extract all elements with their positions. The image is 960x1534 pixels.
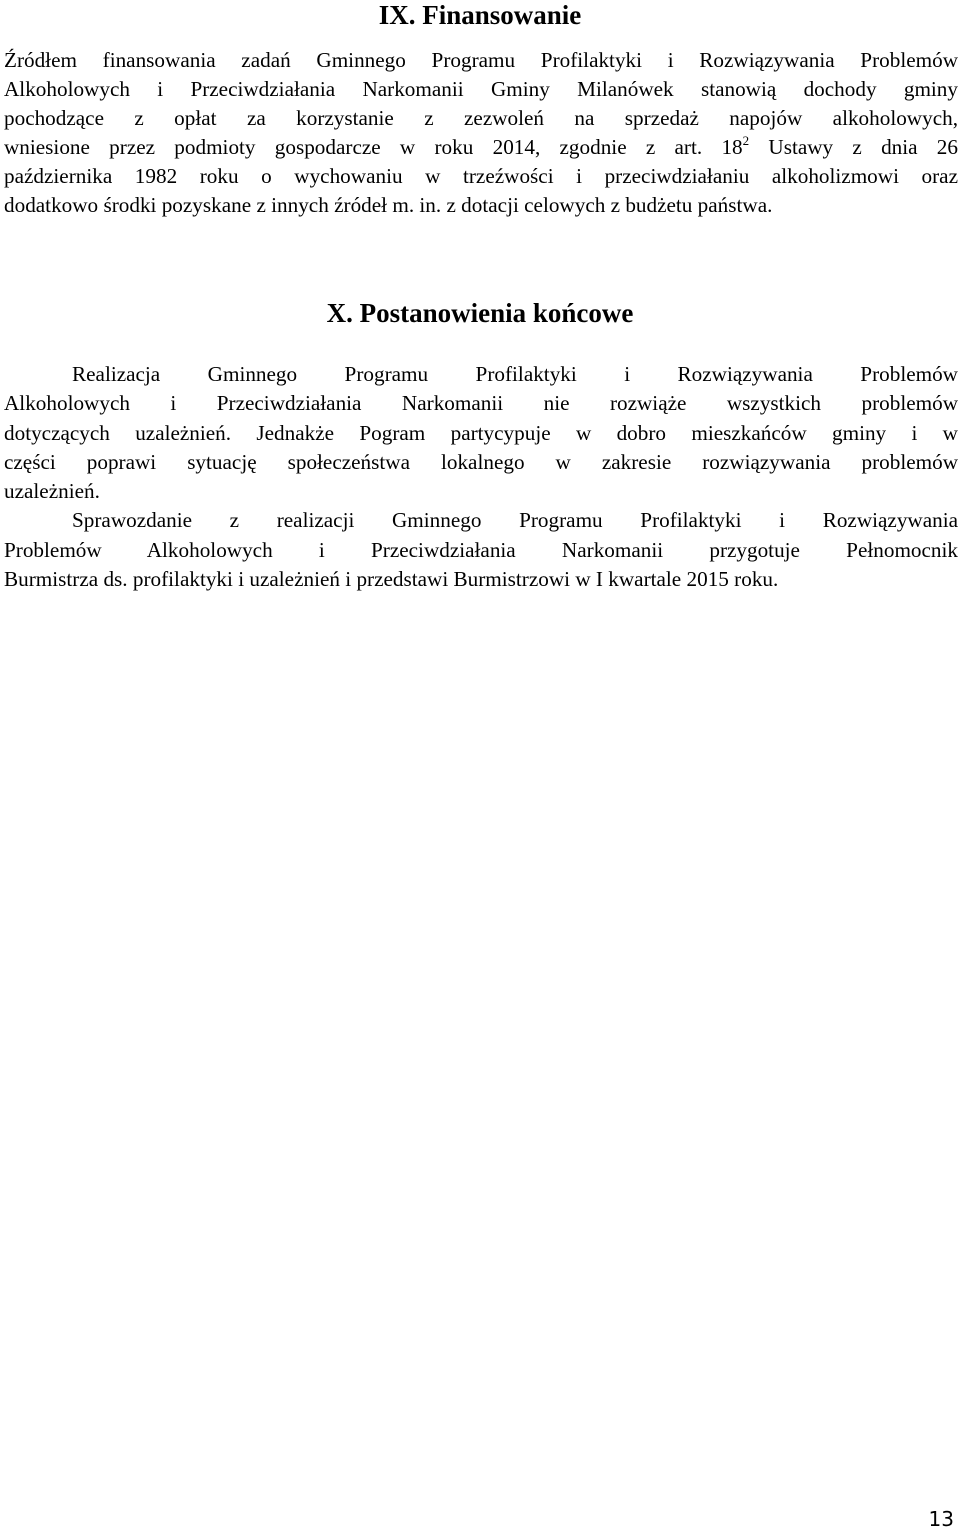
paragraph-line: Problemów Alkoholowych i Przeciwdziałania Narkomanii przygotuje Pełnomocnik [4,538,958,562]
paragraph-line: Realizacja Gminnego Programu Profilaktyki i Rozwiązywania Problemów [72,362,958,386]
section-x-title: X. Postanowienia końcowe [326,298,634,328]
paragraph-line: uzależnień. [4,479,100,503]
line-tail: Ustawy z dnia 26 [768,135,958,159]
paragraph-line: dotyczących uzależnień. Jednakże Pogram partycypuje w dobro mieszkańców gminy i w [4,421,958,445]
paragraph-line: Alkoholowych i Przeciwdziałania Narkomanii Gminy Milanówek stanowią dochody gminy [4,77,958,101]
paragraph-line: Źródłem finansowania zadań Gminnego Programu Profilaktyki i Rozwiązywania Problemów [4,48,958,72]
page-number: 13 [928,1507,954,1531]
paragraph-line: Sprawozdanie z realizacji Gminnego Programu Profilaktyki i Rozwiązywania [72,508,958,532]
article-number: 18 [721,135,743,159]
line-text: wniesione przez podmioty gospodarcze w roku 2014, zgodnie z art. [4,135,703,159]
paragraph-line: Alkoholowych i Przeciwdziałania Narkomanii nie rozwiąże wszystkich problemów [4,391,958,415]
paragraph-line: Burmistrza ds. profilaktyki i uzależnień i przedstawi Burmistrzowi w I kwartale 2015 roku. [4,567,779,591]
paragraph-line: października 1982 roku o wychowaniu w trzeźwości i przeciwdziałaniu alkoholizmowi oraz [4,164,958,188]
paragraph-line: pochodzące z opłat za korzystanie z zezwoleń na sprzedaż napojów alkoholowych, [4,106,958,130]
paragraph-line-with-superscript [4,133,958,162]
section-ix-title: IX. Finansowanie [378,0,582,30]
article-superscript: 2 [742,132,750,148]
paragraph-line: dodatkowo środki pozyskane z innych źródeł m. in. z dotacji celowych z budżetu państwa. [4,193,773,217]
paragraph-line: części poprawi sytuację społeczeństwa lokalnego w zakresie rozwiązywania problemów [4,450,958,474]
